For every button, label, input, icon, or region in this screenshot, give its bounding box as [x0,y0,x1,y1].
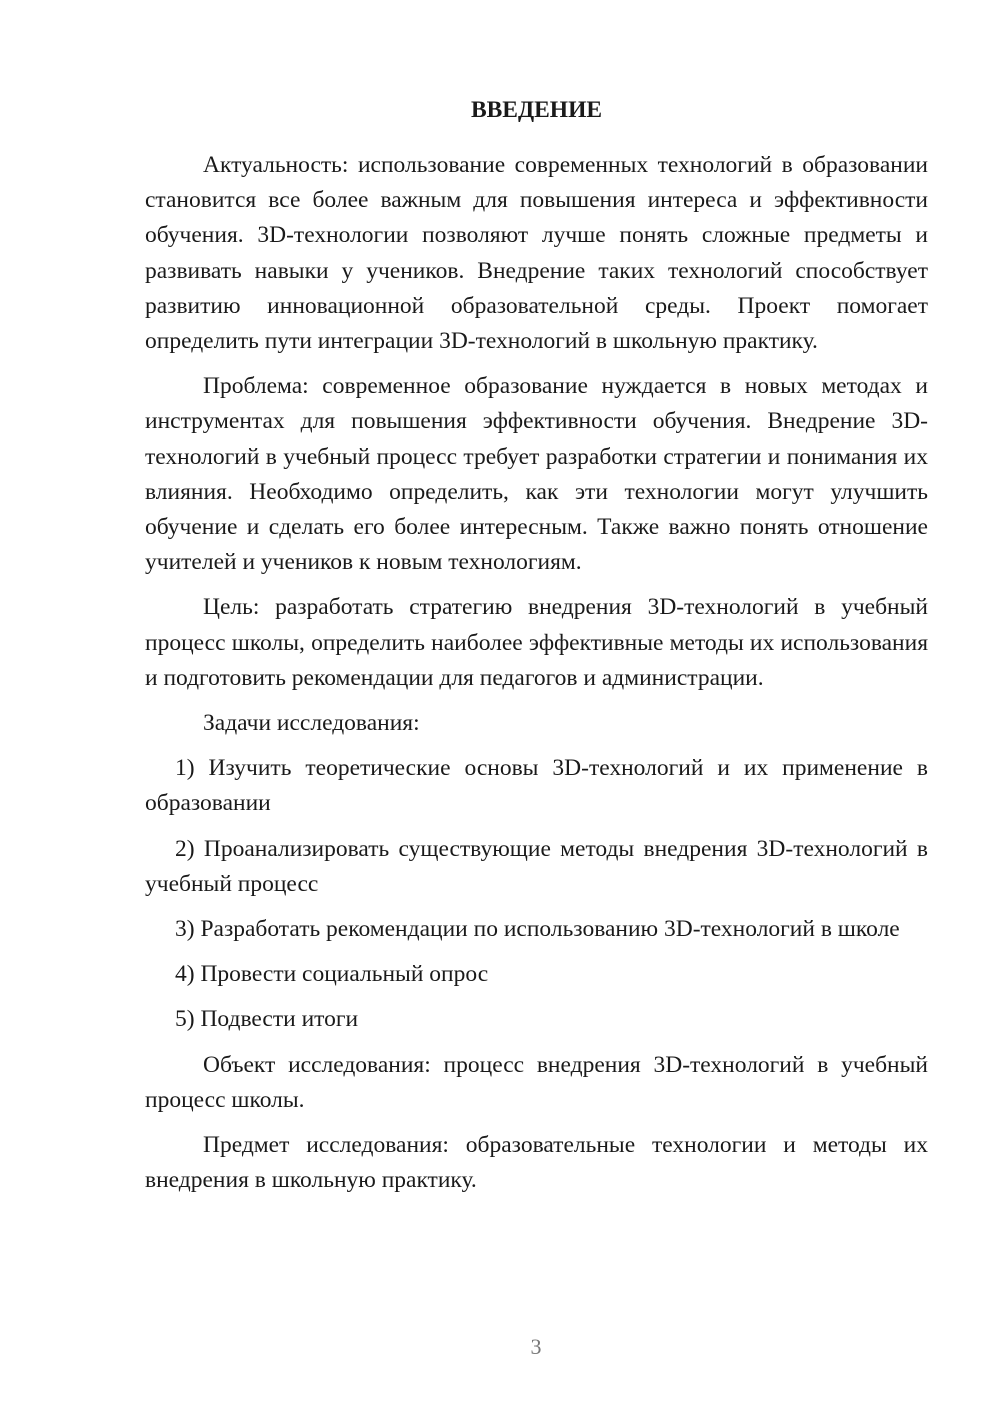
paragraph-object: Объект исследования: процесс внедрения 3D-технологий в учебный процесс школы. [145,1051,928,1113]
document-page [145,90,928,1208]
list-item: 5) Подвести итоги [175,1006,359,1033]
paragraph-problem: Проблема: современное образование нуждается в новых методах и инструментах для повышения эффективности обучения. Внедрение 3D-технологий в учебный процесс требует разработки стратегии и понимания их влияния. Необходимо определить, как эти технологии могут улучшить обучение и сделать его более интересным. Также важно понять отношение учителей и учеников к новым технологиям. [145,373,928,576]
tasks-list [145,751,928,1037]
paragraph-relevance: Актуальность: использование современных технологий в образовании становится все более важным для повышения интереса и эффективности обучения. 3D-технологии позволяют лучше понять сложные предметы и развивать навыки у учеников. Внедрение таких технологий способствует развитию инновационной образовательной среды. Проект помогает определить пути интеграции 3D-технологий в школьную практику. [145,152,928,355]
paragraph-subject: Предмет исследования: образовательные технологии и методы их внедрения в школьную практику. [145,1132,928,1194]
list-item: 4) Провести социальный опрос [175,961,489,988]
tasks-heading: Задачи исследования: [203,710,420,737]
paragraph-goal: Цель: разработать стратегию внедрения 3D-технологий в учебный процесс школы, определить наиболее эффективные методы их использования и подготовить рекомендации для педагогов и администрации. [145,594,928,691]
list-item: 3) Разработать рекомендации по использованию 3D-технологий в школе [175,916,900,943]
page-number: 3 [530,1334,542,1359]
list-item: 1) Изучить теоретические основы 3D-технологий и их применение в образовании [145,755,928,817]
page-title: ВВЕДЕНИЕ [470,97,603,123]
list-item: 2) Проанализировать существующие методы внедрения 3D-технологий в учебный процесс [145,835,928,897]
